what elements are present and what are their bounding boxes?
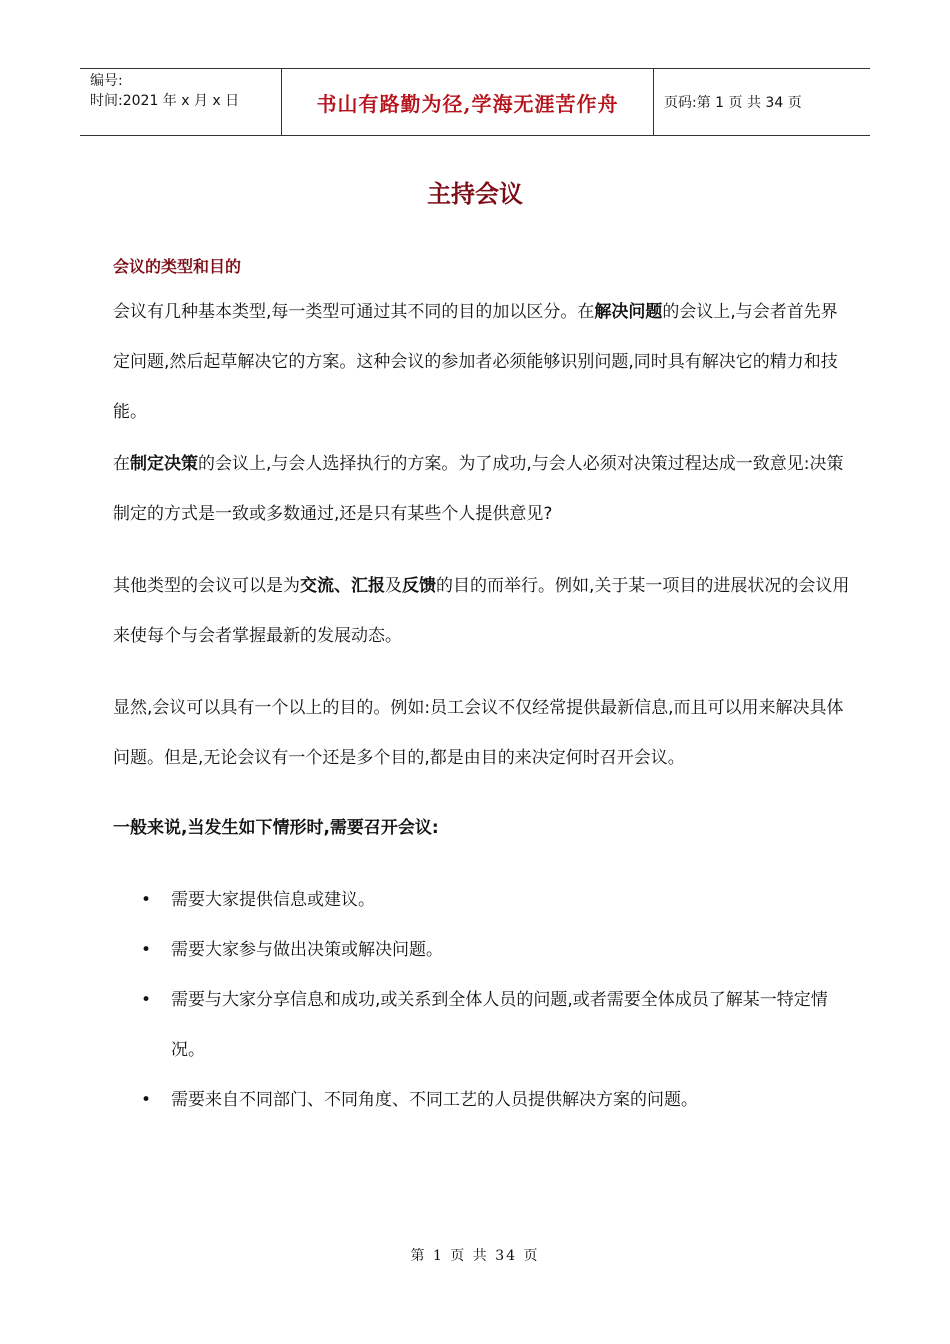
section-heading: 会议的类型和目的: [113, 257, 242, 276]
header-page-info-cell: [654, 69, 870, 135]
page-footer: 第 1 页 共 34 页: [410, 1248, 540, 1264]
p2-bold: 制定决策: [130, 454, 198, 474]
p3-sep-1: 、: [334, 576, 351, 596]
list-item: • 需要与大家分享信息和成功,或关系到全体人员的问题,或者需要全体成员了解某一特定情况。: [113, 975, 853, 1075]
p3-text-a: 其他类型的会议可以是为: [113, 576, 300, 596]
list-item: • 需要大家参与做出决策或解决问题。: [113, 925, 853, 975]
paragraph-problem-solving: [113, 287, 853, 437]
list-lead: 一般来说,当发生如下情形时,需要召开会议:: [113, 818, 439, 838]
p3-bold-2: 汇报: [351, 576, 385, 596]
p2-text-c: 的会议上,与会人选择执行的方案。为了成功,与会人必须对决策过程达成一致意见:决策制定的方式是一致或多数通过,还是只有某些个人提供意见?: [113, 454, 844, 524]
p1-bold: 解决问题: [594, 302, 663, 322]
p2-text-a: 在: [113, 454, 130, 474]
paragraph-other-types: [113, 561, 853, 661]
bullet-list: [113, 875, 853, 1125]
motto: 书山有路勤为径,学海无涯苦作舟: [316, 91, 619, 116]
list-item: • 需要来自不同部门、不同角度、不同工艺的人员提供解决方案的问题。: [113, 1075, 853, 1125]
page-title: 主持会议: [427, 180, 523, 208]
list-item: • 需要大家提供信息或建议。: [113, 875, 853, 925]
p1-text-a: 会议有几种基本类型,每一类型可通过其不同的目的加以区分。在: [113, 302, 595, 322]
p1-text-c: 的会议上,与会者首先界定问题,然后起草解决它的方案。这种会议的参加者必须能够识别问题,同时具有解决它的精力和技能。: [113, 302, 838, 422]
page-info: 页码:第 1 页 共 34 页: [664, 95, 802, 111]
p3-bold-3: 反馈: [402, 576, 436, 596]
document-body: [113, 247, 853, 1125]
p3-sep-2: 及: [385, 576, 402, 596]
p3-text-c: 的目的而举行。例如,关于某一项目的进展状况的会议用来使每个与会者掌握最新的发展动态。: [113, 576, 850, 646]
paragraph-decision-making: [113, 439, 853, 539]
header-motto-cell: [282, 69, 654, 135]
header-meta: [80, 69, 282, 135]
page-header: [80, 68, 870, 136]
paragraph-multiple-purposes: 显然,会议可以具有一个以上的目的。例如:员工会议不仅经常提供最新信息,而且可以用来解决具体问题。但是,无论会议有一个还是多个目的,都是由目的来决定何时召开会议。: [113, 698, 844, 768]
serial-label: 编号:: [90, 73, 123, 89]
time-label: 时间:2021 年 x 月 x 日: [90, 93, 240, 109]
p3-bold-1: 交流: [300, 576, 334, 596]
